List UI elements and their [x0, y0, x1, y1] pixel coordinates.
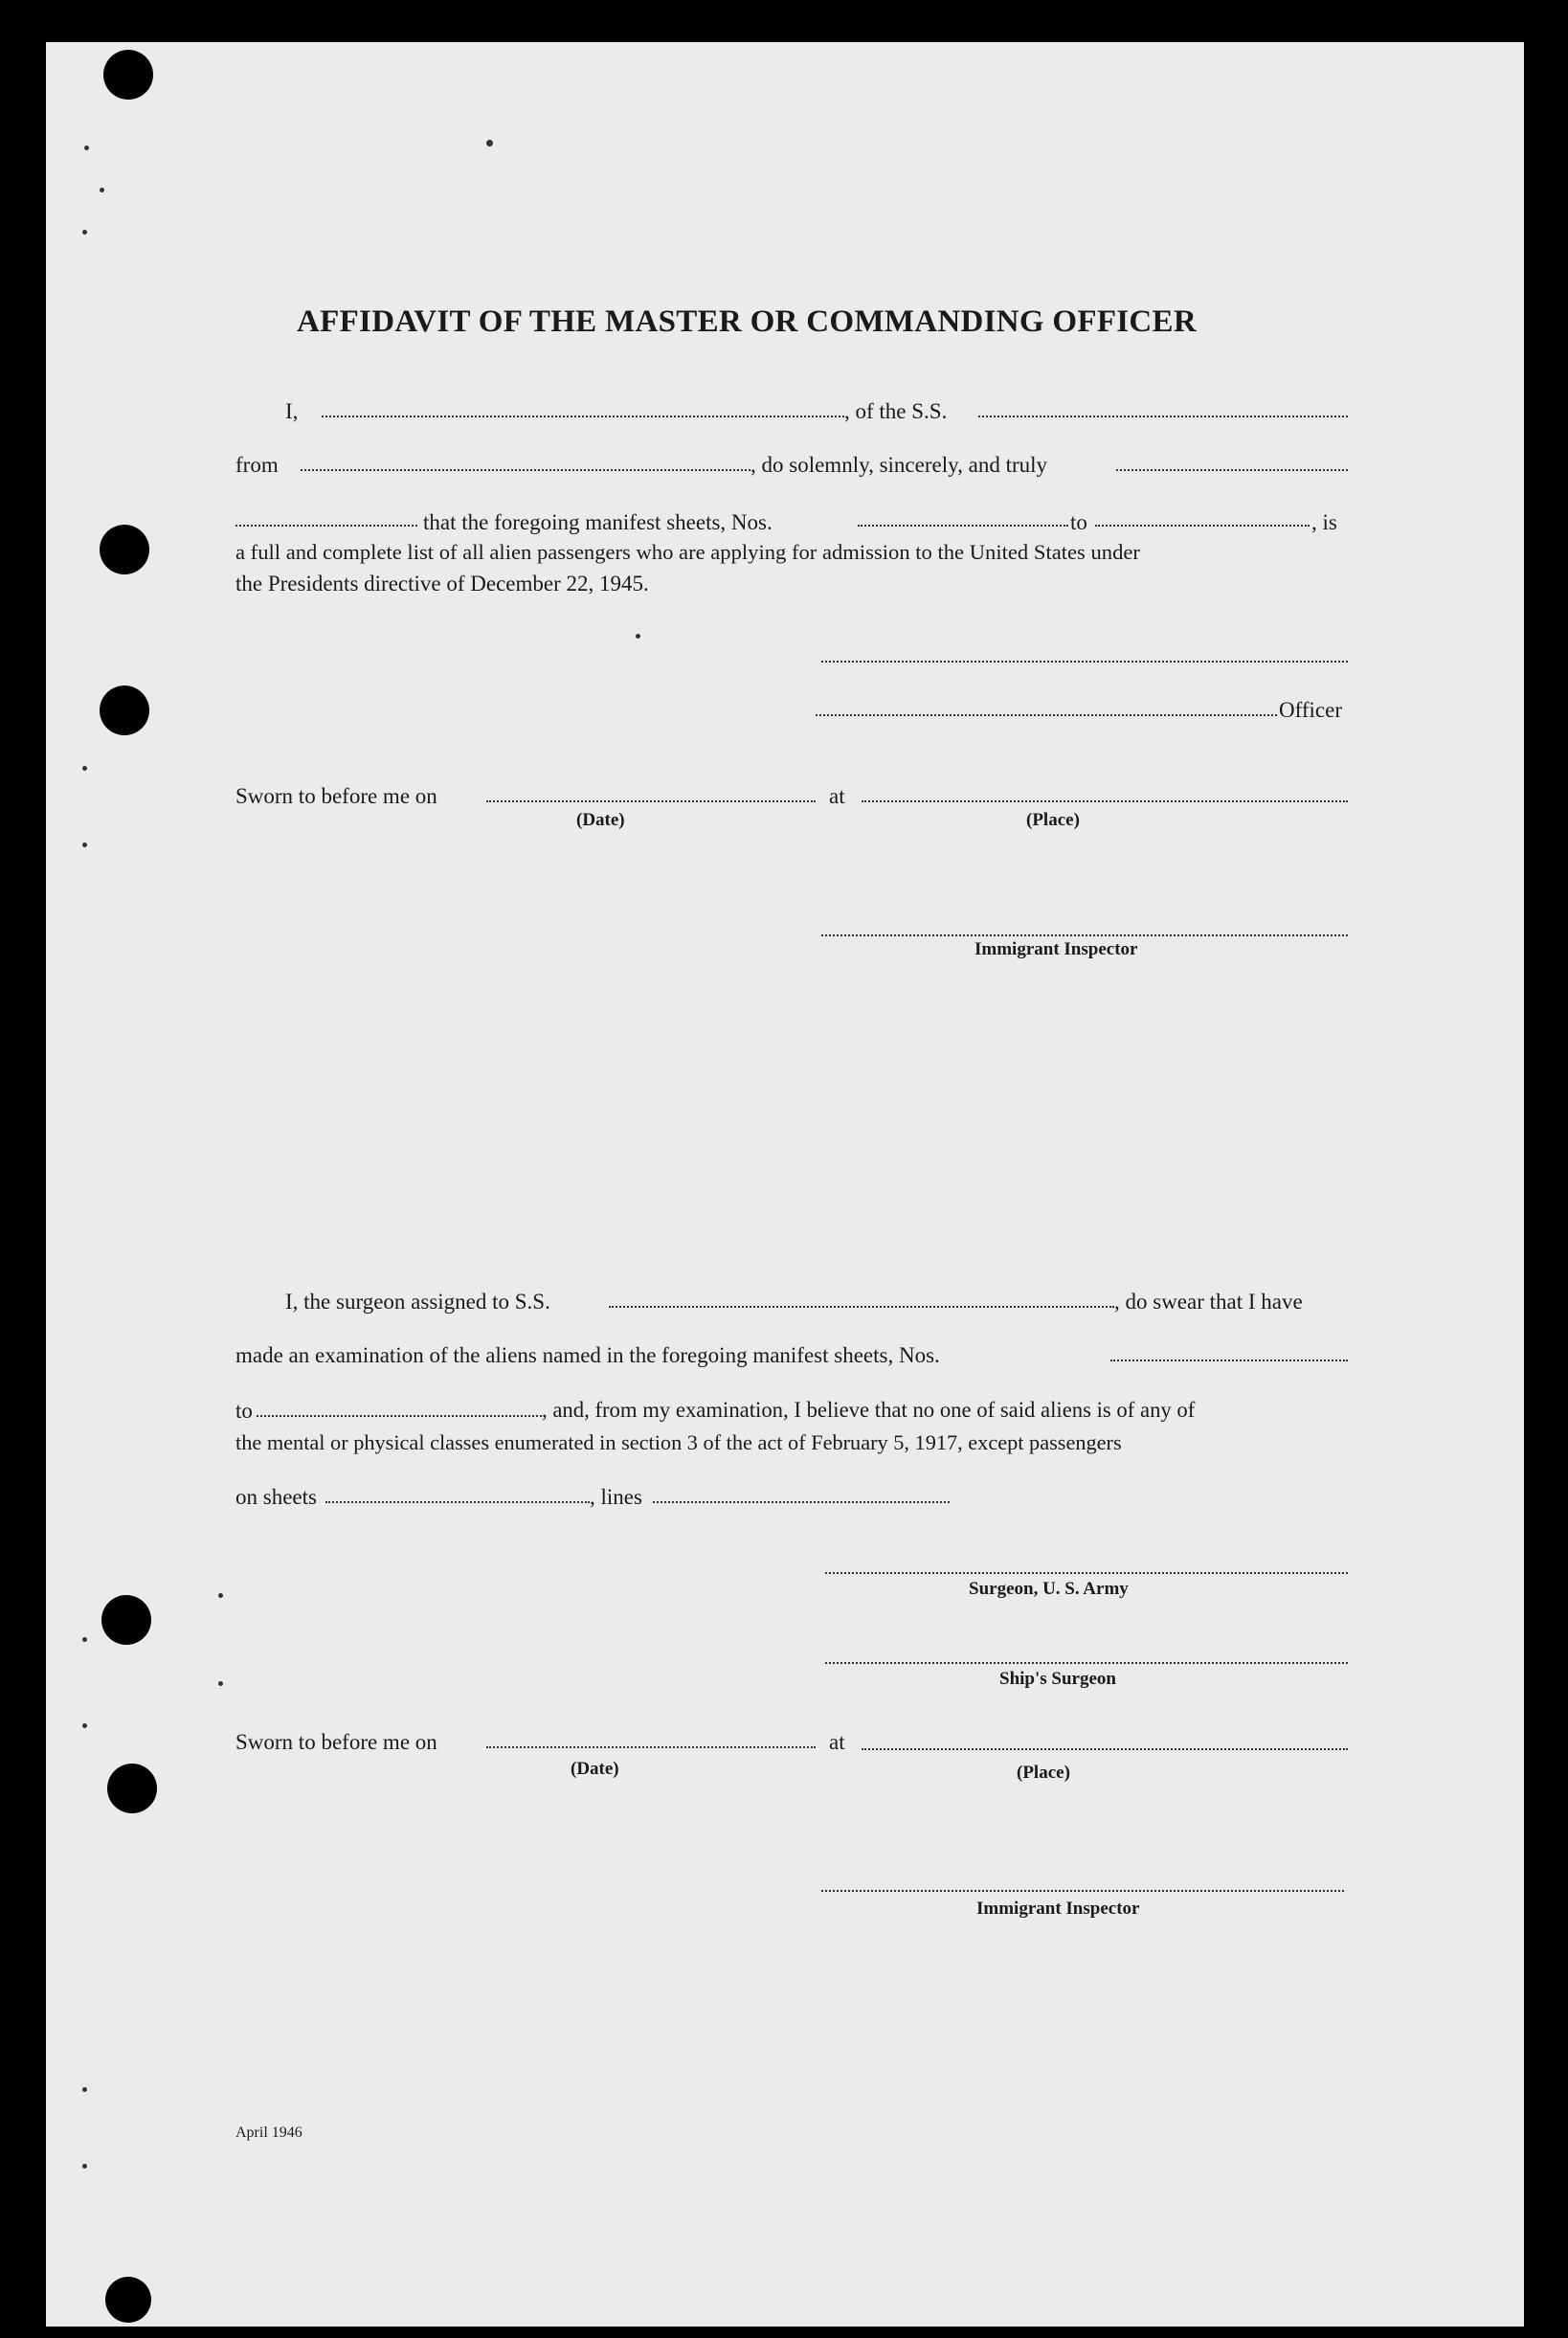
surgeon-sworn-label: Sworn to before me on — [235, 1730, 437, 1754]
ink-speck — [82, 230, 87, 235]
surgeon-ship-field[interactable] — [609, 1306, 1114, 1308]
surgeon-line3-b: , and, from my examination, I believe that no one of said aliens is of any of — [542, 1398, 1196, 1422]
surgeon-line5-b: , lines — [590, 1485, 642, 1509]
officer-label: Officer — [1279, 698, 1342, 722]
master-ship-field[interactable] — [978, 416, 1348, 417]
surgeon-line1-a: I, the surgeon assigned to S.S. — [285, 1290, 550, 1314]
master-signature-line[interactable] — [821, 661, 1348, 663]
punch-hole — [107, 1764, 157, 1813]
master-oath-field[interactable] — [1116, 469, 1348, 471]
master-line4: a full and complete list of all alien passengers who are applying for admission to the United States under — [235, 540, 1140, 564]
master-sheets-to-field[interactable] — [1095, 525, 1310, 527]
surgeon-except-sheets-field[interactable] — [325, 1501, 590, 1503]
army-surgeon-signature-line[interactable] — [825, 1572, 1348, 1574]
master-place-label: (Place) — [1026, 810, 1080, 830]
master-sheets-from-field[interactable] — [858, 525, 1068, 527]
master-from-field[interactable] — [301, 469, 750, 471]
ink-speck — [82, 2087, 87, 2092]
ink-speck — [82, 2164, 87, 2169]
ink-speck — [82, 843, 87, 847]
master-oath-word-field[interactable] — [235, 525, 417, 527]
punch-hole — [105, 2277, 151, 2323]
master-line3-is: , is — [1311, 510, 1337, 534]
surgeon-sworn-date-field[interactable] — [486, 1746, 816, 1748]
master-name-field[interactable] — [322, 416, 844, 417]
form-date-footer: April 1946 — [235, 2124, 302, 2141]
master-line1-of-ss: , of the S.S. — [844, 399, 948, 423]
ink-speck — [82, 1637, 87, 1642]
surgeon-inspector-signature-line[interactable] — [821, 1890, 1344, 1892]
punch-hole — [100, 686, 149, 735]
ink-speck — [100, 188, 104, 192]
master-line2-solemnly: , do solemnly, sincerely, and truly — [750, 453, 1048, 477]
master-sworn-label: Sworn to before me on — [235, 784, 437, 808]
surgeon-sworn-place-field[interactable] — [862, 1748, 1348, 1750]
surgeon-line3-to: to — [235, 1399, 253, 1423]
surgeon-except-lines-field[interactable] — [653, 1501, 950, 1503]
surgeon-line2: made an examination of the aliens named in the foregoing manifest sheets, Nos. — [235, 1343, 940, 1367]
master-line3-foregoing: that the foregoing manifest sheets, Nos. — [423, 510, 773, 534]
ink-speck — [84, 146, 89, 150]
ink-speck — [82, 1723, 87, 1728]
form-page — [46, 42, 1524, 2327]
ink-speck — [218, 1681, 223, 1686]
ships-surgeon-label: Ship's Surgeon — [999, 1669, 1116, 1689]
punch-hole — [103, 50, 153, 100]
punch-hole — [100, 525, 149, 574]
master-inspector-signature-line[interactable] — [821, 934, 1348, 936]
master-sworn-at: at — [829, 784, 845, 808]
surgeon-sworn-at: at — [829, 1730, 845, 1754]
surgeon-date-label: (Date) — [571, 1759, 619, 1779]
master-date-label: (Date) — [576, 810, 625, 830]
army-surgeon-label: Surgeon, U. S. Army — [969, 1579, 1129, 1599]
ink-speck — [486, 140, 493, 146]
ships-surgeon-signature-line[interactable] — [825, 1662, 1348, 1664]
master-inspector-label: Immigrant Inspector — [974, 939, 1138, 959]
master-line2-from: from — [235, 453, 279, 477]
ink-speck — [636, 634, 640, 639]
form-title: AFFIDAVIT OF THE MASTER OR COMMANDING OFFICER — [297, 304, 1197, 339]
surgeon-inspector-label: Immigrant Inspector — [976, 1899, 1140, 1919]
ink-speck — [82, 766, 87, 771]
master-sworn-date-field[interactable] — [486, 800, 816, 802]
surgeon-line1-b: , do swear that I have — [1114, 1290, 1303, 1314]
surgeon-line4: the mental or physical classes enumerated in section 3 of the act of February 5, 1917, except passengers — [235, 1430, 1122, 1454]
master-line3-to: to — [1070, 510, 1087, 534]
surgeon-line5-a: on sheets — [235, 1485, 317, 1509]
ink-speck — [218, 1593, 223, 1598]
surgeon-sheets-to-field[interactable] — [257, 1415, 542, 1417]
surgeon-place-label: (Place) — [1017, 1763, 1070, 1783]
master-line1-i: I, — [285, 399, 299, 423]
officer-signature-line[interactable] — [816, 714, 1277, 716]
master-sworn-place-field[interactable] — [862, 800, 1348, 802]
punch-hole — [101, 1595, 151, 1645]
master-line5: the Presidents directive of December 22, 1945. — [235, 572, 649, 596]
surgeon-sheets-from-field[interactable] — [1110, 1360, 1348, 1361]
